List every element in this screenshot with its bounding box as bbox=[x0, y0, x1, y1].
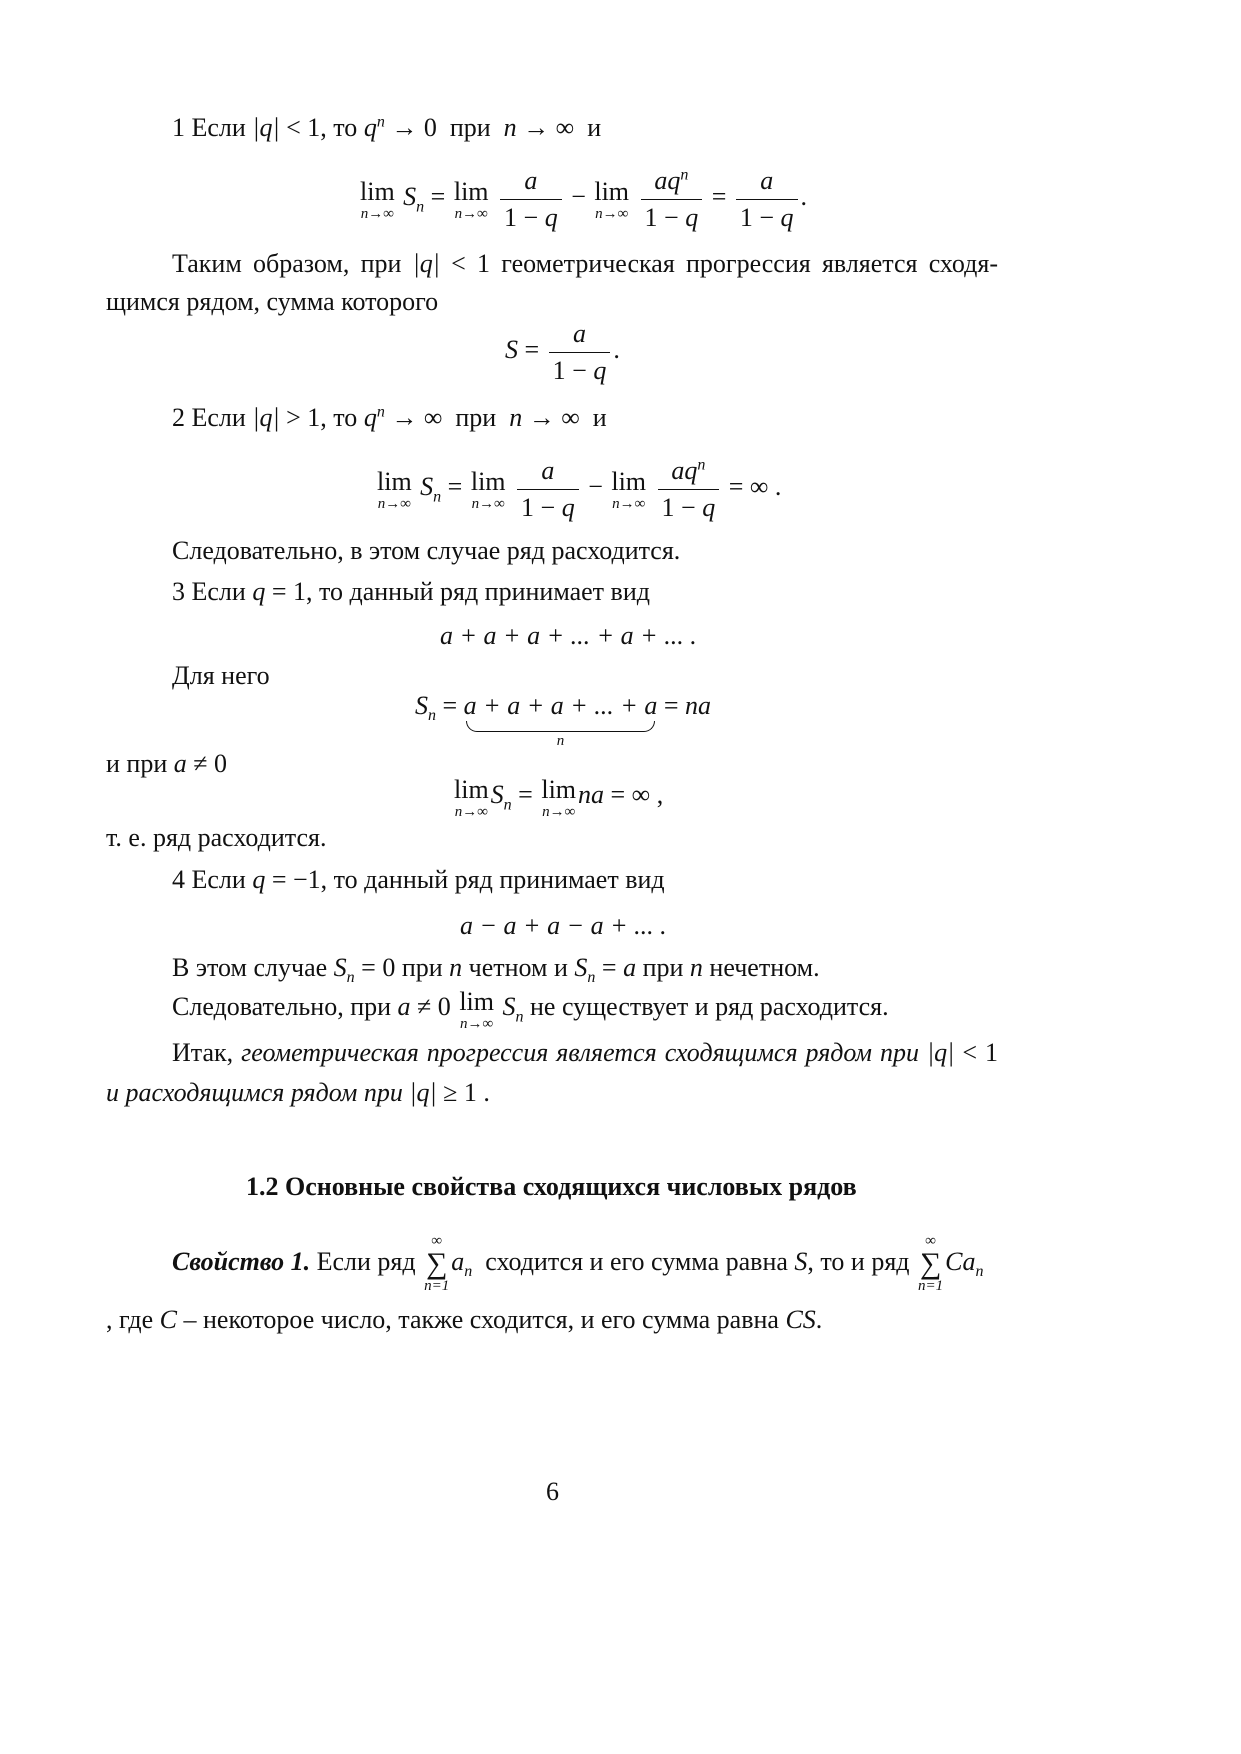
case2-line: 2 Если |q| > 1, то $q^n$ → ∞ при n → ∞ и bbox=[172, 403, 607, 432]
formula-limit-2: lim n→∞ $S_n$ = lim n→∞ $\frac{a}{1 - q}$ − lim n→∞ $\frac{aq^n}{1 - q}$ = ∞ . bbox=[377, 456, 782, 523]
formula-sn-sum: $S_n$ = a + a + a + ... + a n = na bbox=[415, 691, 712, 750]
conclusion-line2: и расходящимся рядом при |q| ≥ 1 . bbox=[106, 1078, 490, 1107]
case1-line: 1 Если |q| < 1, то $q^n \to 0$ при n → ∞ и bbox=[172, 113, 602, 142]
thus-paragraph-line1: Таким образом, при |q| < 1 геометрическая прогрессия является сходя- bbox=[172, 249, 999, 278]
formula-limit-na: lim n→∞ $S_n$ = lim n→∞ na = ∞ , bbox=[454, 775, 664, 821]
case3-line: 3 Если q = 1, то данный ряд принимает вид bbox=[172, 577, 650, 606]
in-case-line: В этом случае $S_n = 0$ при n четном и $S_n = a$ при n нечетном. bbox=[172, 953, 820, 987]
thus-paragraph-line2: щимся рядом, сумма которого bbox=[106, 287, 439, 316]
case4-line: 4 Если q = −1, то данный ряд принимает вид bbox=[172, 865, 665, 894]
formula-limit-1: lim n→∞ $S_n$ = lim n→∞ $\frac{a}{1 - q}$ − lim n→∞ $\frac{aq^n}{1 - q}$ = $\frac{a}{1 - q}$ . bbox=[360, 166, 808, 233]
formula-sum: S = $\frac{a}{1 - q}$ . bbox=[505, 319, 620, 386]
for-it-line: Для него bbox=[172, 661, 270, 690]
property1-line2: , где C – некоторое число, также сходится, и его сумма равна CS. bbox=[106, 1305, 823, 1334]
and-when-line: и при a ≠ 0 bbox=[106, 749, 228, 778]
series-case3: a + a + a + ... + a + ... . bbox=[440, 621, 697, 650]
series-case4: a − a + a − a + ... . bbox=[460, 911, 667, 940]
page-number: 6 bbox=[546, 1477, 559, 1506]
diverges-line: Следовательно, в этом случае ряд расходится. bbox=[172, 536, 681, 565]
section-heading: 1.2 Основные свойства сходящихся числовых рядов bbox=[246, 1172, 857, 1201]
ie-diverges-line: т. е. ряд расходится. bbox=[106, 823, 327, 852]
conclusion-line1: Итак, геометрическая прогрессия является сходящимся рядом при |q| < 1 bbox=[172, 1038, 998, 1067]
hence-line: Следовательно, при a ≠ 0 lim n→∞ $S_n$ не существует и ряд расходится. bbox=[172, 987, 889, 1033]
property1-line1: Свойство 1. Если ряд ∞ ∑ n=1 $a_n$ сходится и его сумма равна S, то и ряд ∞ ∑ n=1 $Ca_n$ bbox=[172, 1233, 984, 1294]
